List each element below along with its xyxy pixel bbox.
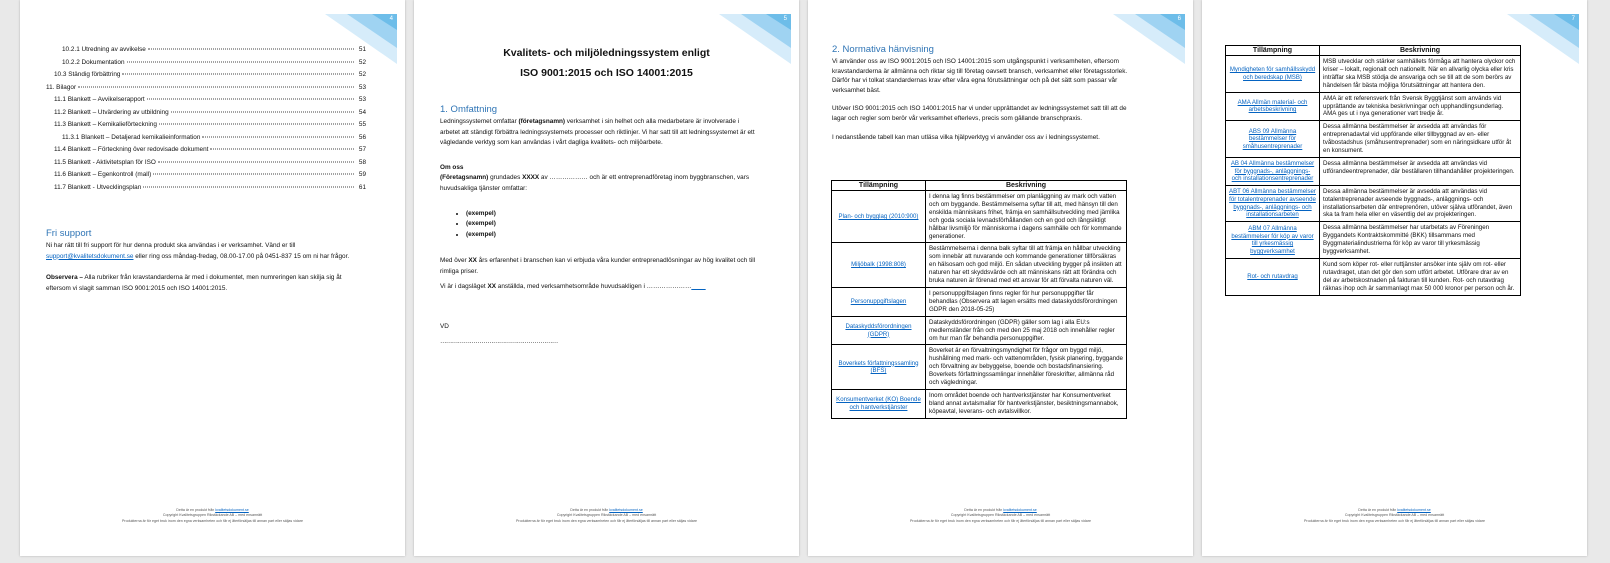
toc-entry-page: 54 bbox=[358, 108, 366, 116]
footer-link[interactable]: kvalitetsdokument.se bbox=[1003, 507, 1037, 512]
reference-link[interactable]: Personuppgiftslagen bbox=[832, 287, 926, 316]
table-row bbox=[832, 287, 1127, 316]
reference-link[interactable]: Konsumentverket (KO) Boende och hantverkstjänster bbox=[832, 389, 926, 418]
toc-dot-leader bbox=[147, 99, 354, 100]
column-header-beskrivning: Beskrivning bbox=[1320, 46, 1521, 56]
toc-entry-page: 57 bbox=[358, 146, 366, 153]
reference-description: Boverket är en förvaltningsmyndighet för frågor om byggd miljö, hushållning med mark- och vattenområden, fysisk planering, byggande och förvaltning av bebyggelse, boende och bostadsfinansiering. Boverkets författningssamlingar innehåller föreskrifter, allmänna råd och vägledningar. bbox=[926, 345, 1127, 390]
toc-entry-title: 11. Bilagor bbox=[46, 83, 77, 91]
experience-paragraph: Med över XX års erfarenhet i branschen kan vi erbjuda våra kunder entreprenadlösningar av hög kvalitet och till rimliga priser. bbox=[440, 257, 756, 275]
reference-description: I personuppgiftslagen finns regler för hur personuppgifter får behandlas (Observera att lagen ersätts med dataskyddsförordningen GDPR den 2018-05-25) bbox=[926, 287, 1127, 316]
footer-link[interactable]: kvalitetsdokument.se bbox=[609, 507, 643, 512]
reference-link[interactable]: Myndigheten för samhällsskydd och beredskap (MSB) bbox=[1226, 56, 1320, 93]
list-item: • (exempel) bbox=[466, 209, 758, 220]
section-heading-normativa: 2. Normativa hänvisning bbox=[832, 44, 934, 55]
page-footer: Detta är en produkt från kvalitetsdokument.se Copyright Kvalitetsgruppen Rikstäckande AB – med ensamrätt Produkterna är för eget bruk inom den egna verksamheten och får ej återförsäljas till annan part eller säljas vidare bbox=[122, 507, 303, 523]
toc-dot-leader bbox=[202, 136, 354, 137]
toc-entry-page: 53 bbox=[358, 83, 366, 91]
toc-dot-leader bbox=[159, 124, 354, 125]
toc-entry-page: 59 bbox=[358, 171, 366, 178]
reference-link[interactable]: ABT 06 Allmänna bestämmelser för totalentreprenader avseende byggnads-, anläggnings- och installationsarbeten bbox=[1226, 185, 1320, 222]
toc-entry-page: 52 bbox=[358, 71, 366, 78]
toc-entry-title: 11.2 Blankett – Utvärdering av utbildning bbox=[54, 108, 169, 116]
reference-link[interactable]: Boverkets författningssamling (BFS) bbox=[832, 345, 926, 390]
toc-entry-title: 11.1 Blankett – Avvikelserapport bbox=[54, 96, 145, 103]
reference-description: I denna lag finns bestämmelser om planläggning av mark och vatten och om byggande. Bestämmelserna syftar till att, med hänsyn till den enskilda människans frihet, främja en samhällsutveckling med jämlika och goda sociala levnadsförhållanden och en god och långsiktigt hållbar livsmiljö för människorna i dagens samhälle och för kommande generationer. bbox=[926, 191, 1127, 243]
section-heading-omfattning: 1. Omfattning bbox=[440, 104, 498, 115]
toc-entry[interactable] bbox=[46, 46, 366, 59]
toc-entry[interactable] bbox=[46, 109, 366, 122]
toc-dot-leader bbox=[171, 111, 354, 112]
toc-entry[interactable] bbox=[46, 159, 366, 172]
toc-entry-page: 52 bbox=[358, 58, 366, 66]
reference-link[interactable]: Rot- och rutavdrag bbox=[1226, 259, 1320, 296]
toc-entry-page: 58 bbox=[358, 158, 366, 166]
column-header-beskrivning: Beskrivning bbox=[926, 181, 1127, 191]
table-row bbox=[832, 316, 1127, 345]
reference-link[interactable]: Dataskyddsförordningen (GDPR) bbox=[832, 316, 926, 345]
toc-dot-leader bbox=[122, 74, 354, 75]
toc-entry-title: 11.3 Blankett – Kemikalieförteckning bbox=[54, 121, 157, 128]
list-item: • (exempel) bbox=[466, 230, 758, 241]
about-paragraph: (Företagsnamn) grundades XXXX av ……………… och är ett entreprenadföretag inom byggbranschen, vars huvudsakliga tjänster omfattar: bbox=[440, 174, 750, 192]
toc-entry-page: 61 bbox=[358, 183, 366, 191]
toc-dot-leader bbox=[143, 186, 354, 187]
support-heading: Fri support bbox=[46, 228, 92, 239]
toc-entry-page: 51 bbox=[358, 46, 366, 53]
table-row bbox=[1226, 56, 1521, 93]
normative-paragraph-3: I nedanstående tabell kan man utläsa vilka hjälpverktyg vi använder oss av i ledningssystemet. bbox=[832, 133, 1100, 141]
reference-description: Dataskyddsförordningen (GDPR) gäller som lag i alla EU:s medlemsländer från och med den 25 maj 2018 och innehåller regler om hur man får behandla personuppgifter. bbox=[926, 316, 1127, 345]
about-heading: Om oss bbox=[440, 163, 464, 171]
footer-link[interactable]: kvalitetsdokument.se bbox=[1397, 507, 1431, 512]
observe-note: Observera – Alla rubriker från kravstandarderna är med i dokumentet, men numreringen kan skilja sig åt eftersom vi slagit samman ISO 9001:2015 och ISO 14001:2015. bbox=[46, 274, 342, 292]
table-row bbox=[832, 345, 1127, 390]
table-row bbox=[1226, 157, 1521, 185]
document-title-line1: Kvalitets- och miljöledningssystem enligt bbox=[503, 47, 710, 59]
support-email-link[interactable]: support@kvalitetsdokument.se bbox=[46, 252, 134, 260]
toc-entry-title: 10.3 Ständig förbättring bbox=[54, 71, 121, 78]
table-row bbox=[1226, 92, 1521, 121]
table-row bbox=[1226, 121, 1521, 158]
toc-entry-title: 11.5 Blankett - Aktivitetsplan för ISO bbox=[54, 158, 156, 166]
page-number: 7 bbox=[1571, 16, 1575, 22]
table-row bbox=[832, 243, 1127, 288]
reference-description: Dessa allmänna bestämmelser är avsedda att användas för entreprenadavtal vid uppförande eller tillbyggnad av en- eller tvåbostadshus (småhusentreprenader) som en näringsidkare utför åt en konsument. bbox=[1320, 121, 1521, 158]
toc-entry-title: 11.6 Blankett – Egenkontroll (mall) bbox=[54, 171, 152, 178]
reference-link[interactable]: AB 04 Allmänna bestämmelser för byggnads-, anläggnings- och installationsentreprenader bbox=[1226, 157, 1320, 185]
reference-description: AMA är ett referensverk från Svensk Byggtjänst som används vid upprättande av tekniska beskrivningar och upphandlingsunderlag. AMA ges ut i nya generationer vart tredje år. bbox=[1320, 92, 1521, 121]
services-list bbox=[440, 209, 758, 241]
normative-paragraph-1: Vi använder oss av ISO 9001:2015 och ISO 14001:2015 som utgångspunkt i verksamheten, eftersom kravstandarderna är allmänna och riktar sig till företag oavsett bransch, verksamhet eller företagsstorlek. Därför har vi tolkat standardernas krav efter våra egna förutsättningar och på det sätt som passar vår verksamhet bäst. bbox=[832, 58, 1128, 94]
table-row bbox=[1226, 259, 1521, 296]
toc-dot-leader bbox=[153, 174, 354, 175]
column-header-tillampning: Tillämpning bbox=[832, 181, 926, 191]
reference-description: Dessa allmänna bestämmelser har utarbetats av Föreningen Byggandets Kontraktskommitté (BKK) tillsammans med Byggmaterialindustrierna för köp av varor till yrkesmässig byggverksamhet. bbox=[1320, 222, 1521, 259]
reference-table bbox=[831, 180, 1127, 419]
reference-link[interactable]: Miljöbalk (1998:808) bbox=[832, 243, 926, 288]
document-page-6 bbox=[808, 0, 1193, 556]
table-row bbox=[832, 389, 1127, 418]
toc-entry[interactable] bbox=[46, 121, 366, 134]
table-row bbox=[832, 191, 1127, 243]
reference-description: Kund som köper rot- eller ruttjänster ansöker inte själv om rot- eller rutavdraget, utan det gör den som utfört arbetet. Utförare drar av en del av arbetskostnaden på fakturan till kunden. Rot- och rutavdrag räknas ihop och är sammanlagt max 50 000 kronor per person och år. bbox=[1320, 259, 1521, 296]
column-header-tillampning: Tillämpning bbox=[1226, 46, 1320, 56]
document-page-5 bbox=[414, 0, 799, 556]
reference-table-continued bbox=[1225, 45, 1521, 296]
reference-link[interactable]: AMA Allmän material- och arbetsbeskrivning bbox=[1226, 92, 1320, 121]
toc-entry[interactable] bbox=[46, 59, 366, 72]
toc-dot-leader bbox=[148, 49, 354, 50]
normative-section bbox=[832, 44, 1132, 142]
page-footer: Detta är en produkt från kvalitetsdokument.se Copyright Kvalitetsgruppen Rikstäckande AB – med ensamrätt Produkterna är för eget bruk inom den egna verksamheten och får ej återförsäljas till annan part eller säljas vidare bbox=[1304, 507, 1485, 523]
list-item: • (exempel) bbox=[466, 219, 758, 230]
toc-entry-title: 10.2.1 Utredning av avvikelse bbox=[62, 46, 146, 53]
toc-entry[interactable] bbox=[46, 84, 366, 97]
reference-link[interactable]: ABS 09 Allmänna bestämmelser för småhusentreprenader bbox=[1226, 121, 1320, 158]
scope-section bbox=[440, 104, 758, 347]
table-row bbox=[1226, 185, 1521, 222]
toc-dot-leader bbox=[210, 149, 354, 150]
reference-description: Dessa allmänna bestämmelser är avsedda att användas vid totalentreprenader avseende byggnads-, anläggnings- och installationsarbeten där entreprenören, utöver själva utförandet, även ska ta fram hela eller en väsentlig del av projekteringen. bbox=[1320, 185, 1521, 222]
table-row bbox=[1226, 222, 1521, 259]
document-title-line2: ISO 9001:2015 och ISO 14001:2015 bbox=[520, 67, 693, 79]
reference-description: Dessa allmänna bestämmelser är avsedda att användas vid utförandeentreprenader, där beställaren tillhandahåller projekteringen. bbox=[1320, 157, 1521, 185]
scope-paragraph: Ledningssystemet omfattar (företagsnamn) verksamhet i sin helhet och alla medarbetare är involverade i arbetet att ständigt förbättra ledningssystemets processer och riktlinjer. Vi har satt till att ledningssystemet är ett vägledande verktyg som kan användas i vårt dagliga kvalitets- och miljöarbete. bbox=[440, 118, 755, 147]
reference-link[interactable]: ABM 07 Allmänna bestämmelser för köp av varor till yrkesmässig byggverksamhet bbox=[1226, 222, 1320, 259]
employees-paragraph: Vi är i dagsläget XX anställda, med verksamhetsområde huvudsakligen i …………………____ bbox=[440, 282, 706, 290]
toc-entry-page: 53 bbox=[358, 96, 366, 103]
toc-entry-page: 55 bbox=[358, 121, 366, 128]
reference-description: Bestämmelserna i denna balk syftar till att främja en hållbar utveckling som innebär att nuvarande och kommande generationer tillförsäkras en hälsosam och god miljö. En sådan utveckling bygger på insikten att naturen har ett skyddsvärde och att människans rätt att förändra och bruka naturen är förenad med ett ansvar för att förvalta naturen väl. bbox=[926, 243, 1127, 288]
page-number: 5 bbox=[783, 16, 787, 22]
toc-entry-title: 11.7 Blankett - Utvecklingsplan bbox=[54, 183, 142, 191]
toc-entry[interactable] bbox=[46, 184, 366, 197]
page-footer: Detta är en produkt från kvalitetsdokument.se Copyright Kvalitetsgruppen Rikstäckande AB – med ensamrätt Produkterna är för eget bruk inom den egna verksamheten och får ej återförsäljas till annan part eller säljas vidare bbox=[910, 507, 1091, 523]
toc-entry-page: 56 bbox=[358, 133, 366, 141]
reference-link[interactable]: Plan- och bygglag (2010:900) bbox=[832, 191, 926, 243]
page-number: 4 bbox=[389, 16, 393, 22]
signature-line: …………………………………………………… bbox=[440, 337, 558, 345]
toc-entry-title: 11.3.1 Blankett – Detaljerad kemikalieinformation bbox=[62, 133, 201, 141]
support-section bbox=[46, 228, 364, 294]
footer-link[interactable]: kvalitetsdokument.se bbox=[215, 507, 249, 512]
table-of-contents bbox=[46, 46, 366, 196]
toc-entry-title: 10.2.2 Dokumentation bbox=[62, 58, 125, 66]
vd-label: VD bbox=[440, 323, 449, 331]
toc-entry[interactable] bbox=[46, 71, 366, 84]
page-number: 6 bbox=[1177, 16, 1181, 22]
toc-entry[interactable] bbox=[46, 171, 366, 184]
toc-entry[interactable] bbox=[46, 96, 366, 109]
toc-dot-leader bbox=[158, 161, 354, 162]
page-footer: Detta är en produkt från kvalitetsdokument.se Copyright Kvalitetsgruppen Rikstäckande AB – med ensamrätt Produkterna är för eget bruk inom den egna verksamheten och får ej återförsäljas till annan part eller säljas vidare bbox=[516, 507, 697, 523]
normative-paragraph-2: Utöver ISO 9001:2015 och ISO 14001:2015 har vi under upprättandet av ledningssystemet satt till att de lagar och regler som berör vår verksamhet efterlevs, precis som gällande branschpraxis. bbox=[832, 105, 1127, 122]
toc-entry[interactable] bbox=[46, 134, 366, 147]
toc-entry-title: 11.4 Blankett – Förteckning över redovisade dokument bbox=[54, 146, 209, 153]
toc-entry[interactable] bbox=[46, 146, 366, 159]
document-page-7 bbox=[1202, 0, 1587, 556]
toc-dot-leader bbox=[127, 61, 354, 62]
support-text: Ni har rätt till fri support för hur denna produkt ska användas i er verksamhet. Vänd er till support@kvalitetsdokument.se eller ring oss måndag-fredag, 08.00-17.00 på 0451-837 15 om ni har frågor. bbox=[46, 242, 350, 260]
document-page-4 bbox=[20, 0, 405, 556]
toc-dot-leader bbox=[78, 86, 354, 87]
reference-description: Inom området boende och hantverkstjänster har Konsumentverket bland annat avtalsmallar för hantverkstjänster, besiktningsmannabok, köpeavtal, leverans- och avtalsvillkor. bbox=[926, 389, 1127, 418]
reference-description: MSB utvecklar och stärker samhällets förmåga att hantera olyckor och kriser – lokalt, regionalt och nationellt. När en allvarlig olycka eller kris inträffar ska MSB stödja de ansvariga och se till att de som berörs av händelsen får bästa möjliga förutsättningar att hantera den. bbox=[1320, 56, 1521, 93]
